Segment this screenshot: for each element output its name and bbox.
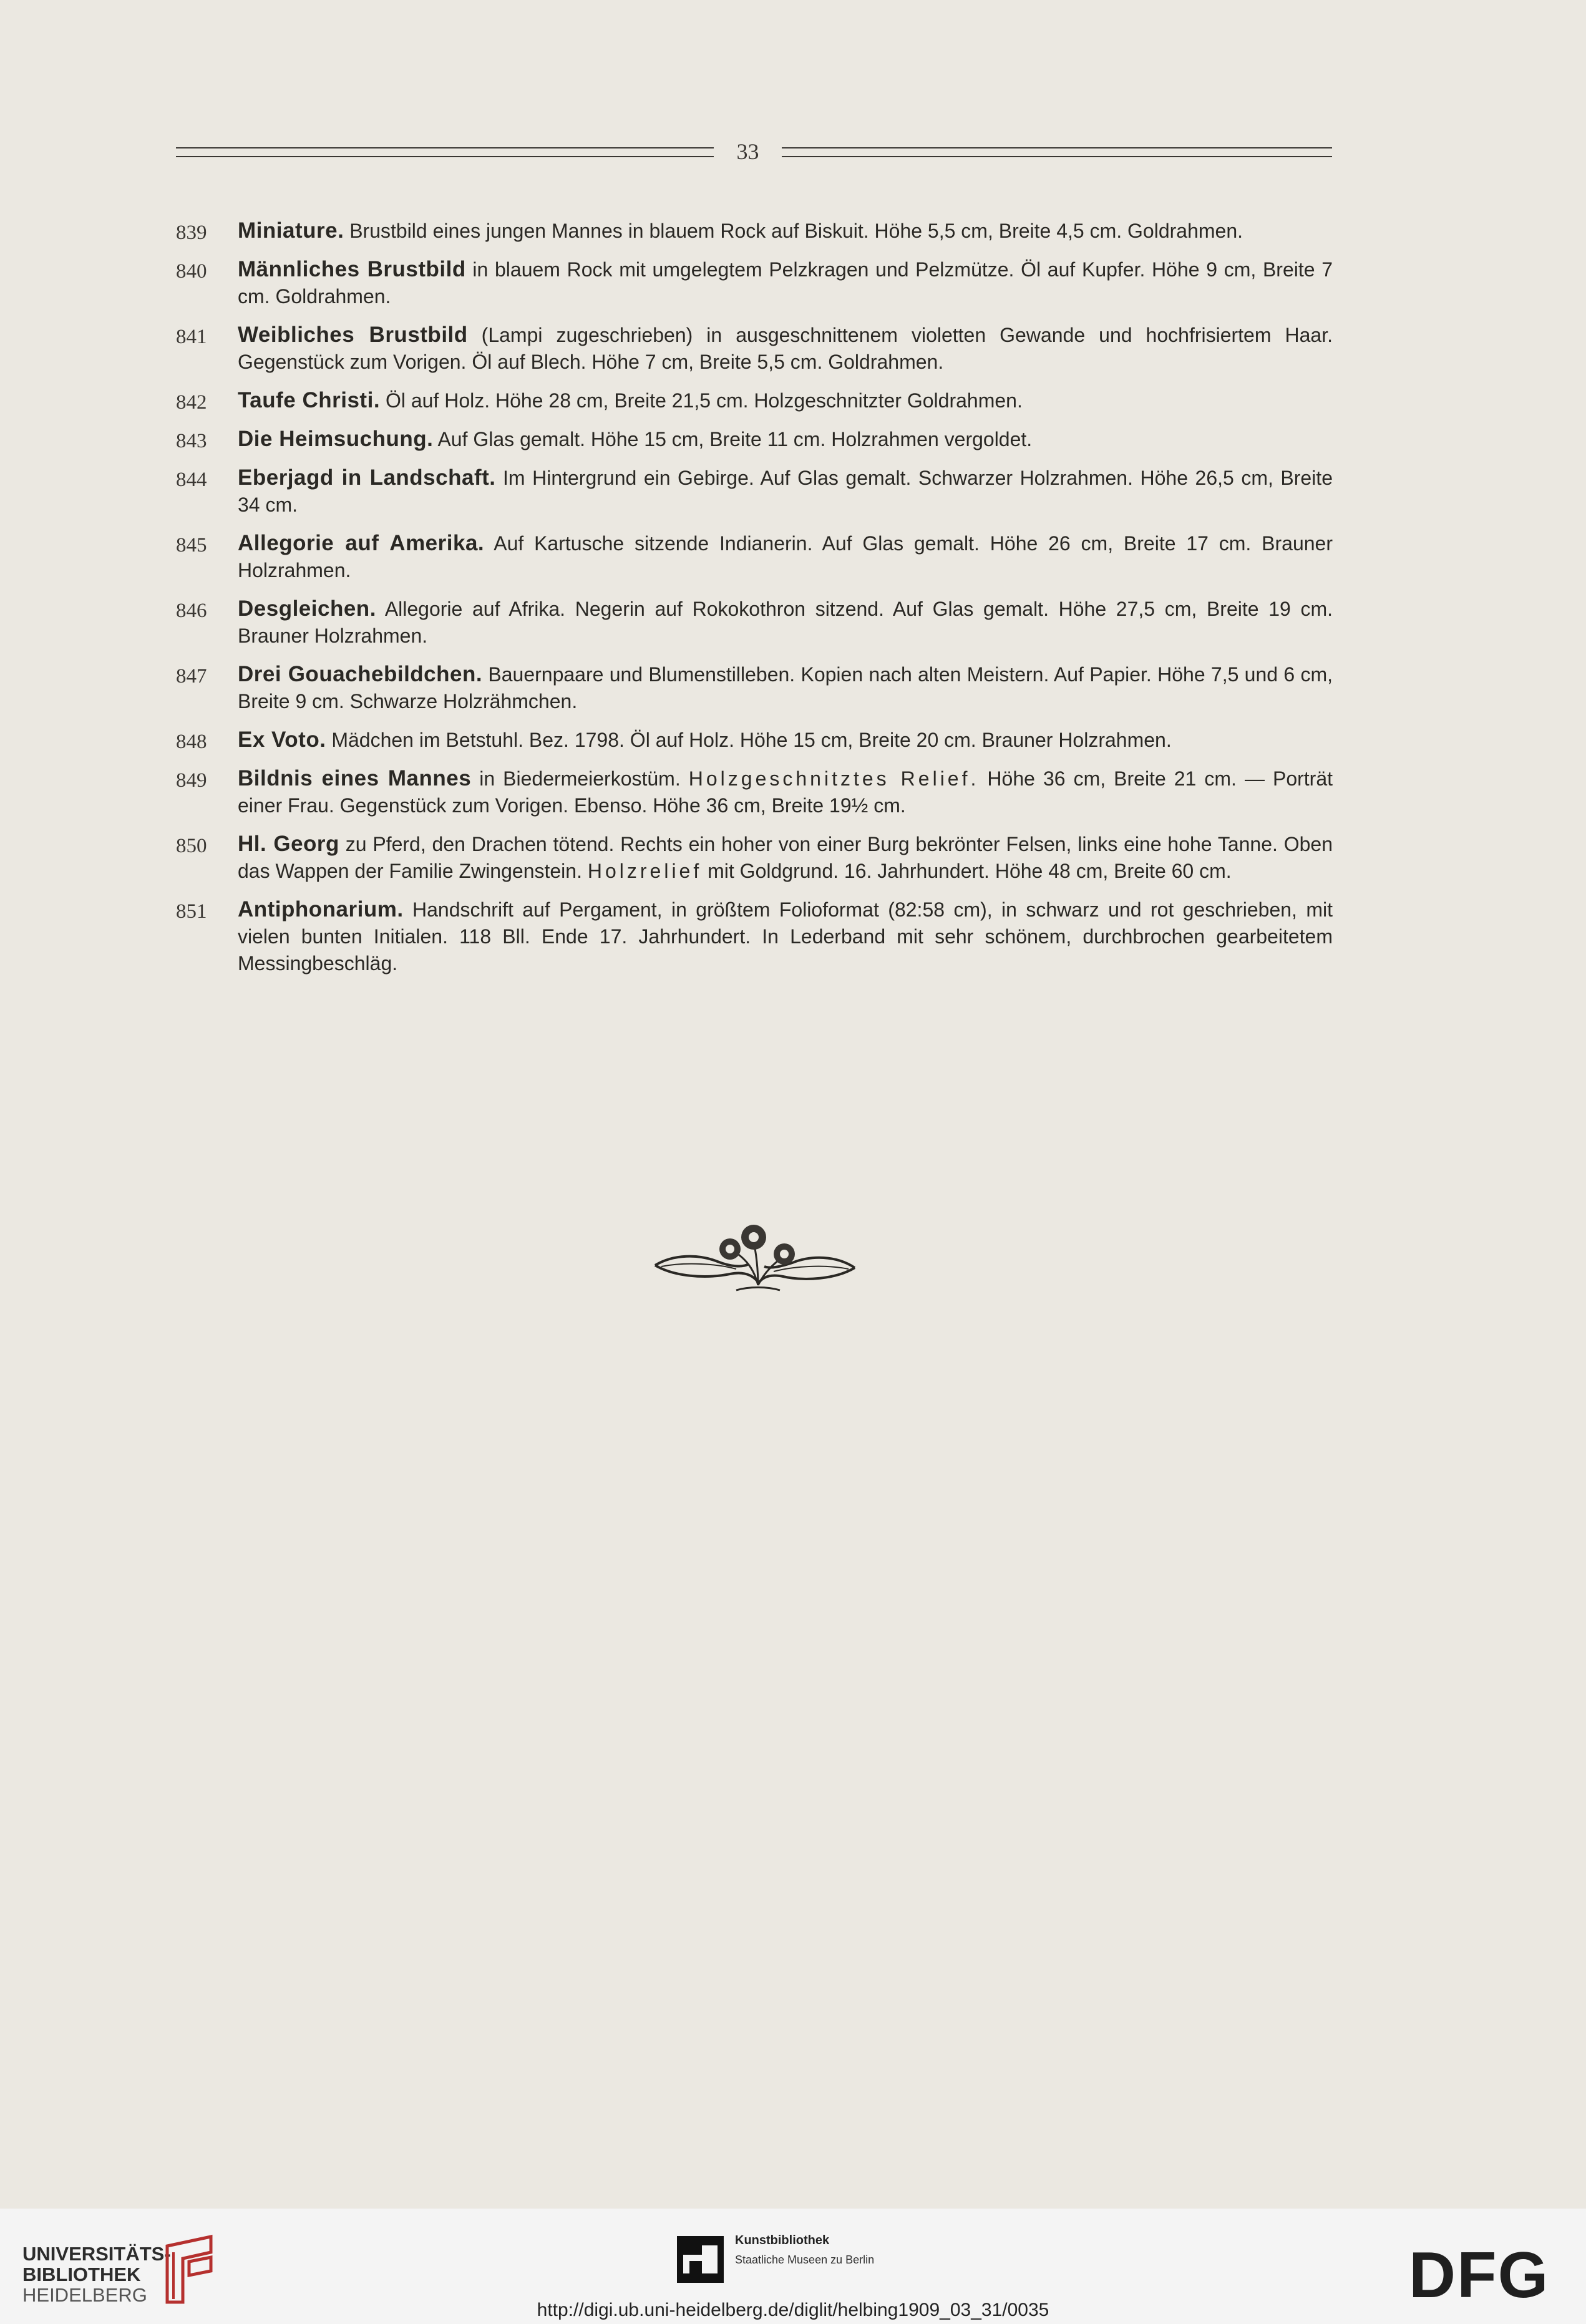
entry-title: Bildnis eines Mannes [238, 766, 472, 790]
entry-description: Allegorie auf Afrika. Negerin auf Rokokothron sitzend. Auf Glas gemalt. Höhe 27,5 cm, Breite 19 cm. Brauner Holzrahmen. [238, 598, 1333, 647]
catalog-entry [171, 217, 1333, 245]
entry-description: in Biedermeierkostüm. [471, 767, 689, 790]
source-url-link[interactable]: http://digi.ub.uni-heidelberg.de/diglit/helbing1909_03_31/0035 [537, 2300, 1049, 2320]
entry-description: Auf Glas gemalt. Höhe 15 cm, Breite 11 cm. Holzrahmen vergoldet. [433, 428, 1033, 450]
entry-description: Öl auf Holz. Höhe 28 cm, Breite 21,5 cm. Holzgeschnitzter Goldrahmen. [380, 389, 1023, 412]
university-library-logo [22, 2244, 171, 2305]
entry-number: 841 [176, 326, 207, 348]
entry-emphasis: Holzrelief [587, 860, 703, 882]
catalog-entry [171, 256, 1333, 310]
logo-line: UNIVERSITÄTS- [22, 2243, 171, 2265]
header-rule-left [176, 147, 714, 157]
entry-description: (Lampi zugeschrieben) in ausgeschnittenem violetten Gewande und hochfrisiertem Haar. Gegenstück zum Vorigen. Öl auf Blech. Höhe 7 cm, Breite 5,5 cm. Goldrahmen. [238, 324, 1333, 373]
entry-title: Die Heimsuchung. [238, 427, 434, 451]
entry-number: 839 [176, 221, 207, 244]
entry-number: 845 [176, 534, 207, 557]
entry-number: 851 [176, 900, 207, 923]
entry-title: Taufe Christi. [238, 388, 381, 412]
entry-description: Auf Kartusche sitzende Indianerin. Auf Glas gemalt. Höhe 26 cm, Breite 17 cm. Brauner Holzrahmen. [238, 532, 1333, 581]
entry-number: 847 [176, 665, 207, 688]
logo-line: BIBLIOTHEK [22, 2263, 141, 2285]
entry-title: Männliches Brustbild [238, 257, 466, 281]
kunstbibliothek-logo-icon [677, 2236, 724, 2283]
entry-title: Antiphonarium. [238, 897, 404, 921]
entry-title: Weibliches Brustbild [238, 323, 468, 347]
kunstbibliothek-subtitle: Staatliche Museen zu Berlin [735, 2254, 875, 2266]
entry-number: 842 [176, 391, 207, 414]
entry-description: Brustbild eines jungen Mannes in blauem Rock auf Biskuit. Höhe 5,5 cm, Breite 4,5 cm. Goldrahmen. [344, 220, 1243, 242]
header-rule-right [782, 147, 1332, 157]
catalog-entries [171, 217, 1333, 988]
catalog-entry [171, 530, 1333, 584]
entry-description: mit Goldgrund. 16. Jahrhundert. Höhe 48 cm, Breite 60 cm. [702, 860, 1232, 882]
entry-description: Handschrift auf Pergament, in größtem Folioformat (82:58 cm), in schwarz und rot geschrieben, mit vielen bunten Initialen. 118 Bll. Ende 17. Jahrhundert. In Lederband mit sehr schönem, durchbrochen gearbeitetem Messingbeschläg. [238, 898, 1333, 975]
dfg-logo: DFG [1409, 2239, 1550, 2312]
entry-title: Eberjagd in Landschaft. [238, 465, 496, 490]
entry-title: Ex Voto. [238, 727, 326, 752]
entry-description: in blauem Rock mit umgelegtem Pelzkragen und Pelzmütze. Öl auf Kupfer. Höhe 9 cm, Breite 7 cm. Goldrahmen. [238, 258, 1333, 308]
catalog-entry [171, 321, 1333, 376]
floral-ornament-icon [649, 1217, 861, 1310]
catalog-entry [171, 661, 1333, 715]
logo-line: HEIDELBERG [22, 2284, 147, 2306]
catalog-entry [171, 387, 1333, 414]
entry-description: Mädchen im Betstuhl. Bez. 1798. Öl auf Holz. Höhe 15 cm, Breite 20 cm. Brauner Holzrahmen. [326, 729, 1172, 751]
entry-number: 840 [176, 260, 207, 283]
footer-bar [0, 2209, 1586, 2324]
entry-emphasis: Holzgeschnitztes Relief. [688, 767, 980, 790]
entry-number: 850 [176, 835, 207, 857]
catalog-entry [171, 425, 1333, 453]
page-number: 33 [736, 139, 759, 164]
entry-number: 844 [176, 469, 207, 491]
entry-number: 846 [176, 600, 207, 622]
catalog-entry [171, 726, 1333, 754]
catalog-entry [171, 595, 1333, 649]
entry-description: Im Hintergrund ein Gebirge. Auf Glas gemalt. Schwarzer Holzrahmen. Höhe 26,5 cm, Breite 34 cm. [238, 467, 1333, 516]
library-emblem-icon [155, 2234, 223, 2305]
entry-title: Drei Gouachebildchen. [238, 662, 483, 686]
entry-number: 849 [176, 769, 207, 792]
entry-description: Höhe 36 cm, Breite 21 cm. — Porträt einer Frau. Gegenstück zum Vorigen. Ebenso. Höhe 36 cm, Breite 19½ cm. [238, 767, 1333, 817]
catalog-entry [171, 830, 1333, 885]
entry-description: zu Pferd, den Drachen tötend. Rechts ein hoher von einer Burg bekrönter Felsen, links eine hohe Tanne. Oben das Wappen der Familie Zwingenstein. [238, 833, 1333, 882]
kunstbibliothek-title: Kunstbibliothek [735, 2234, 830, 2247]
entry-number: 843 [176, 430, 207, 452]
entry-number: 848 [176, 731, 207, 753]
entry-title: Miniature. [238, 218, 344, 243]
entry-description: Bauernpaare und Blumenstilleben. Kopien nach alten Meistern. Auf Papier. Höhe 7,5 und 6 cm, Breite 9 cm. Schwarze Holzrähmchen. [238, 663, 1333, 712]
catalog-entry [171, 464, 1333, 518]
entry-title: Hl. Georg [238, 832, 339, 856]
entry-title: Allegorie auf Amerika. [238, 531, 485, 555]
catalog-entry [171, 896, 1333, 977]
catalog-entry [171, 765, 1333, 819]
entry-title: Desgleichen. [238, 596, 376, 621]
